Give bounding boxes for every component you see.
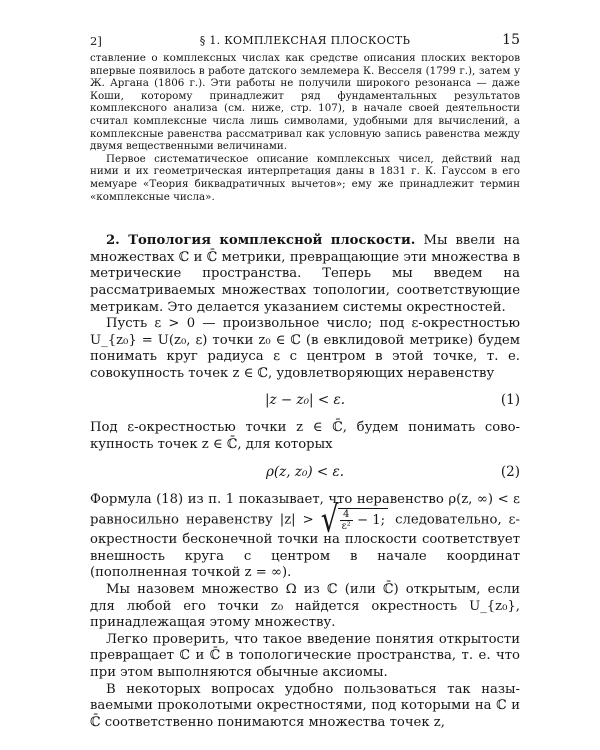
footnote-paragraph-1: ставление о комплексных числах как средстве описания плоских векторов впервые появилось в работе датского землемера К. Весселя (1799 г.), затем у Ж. Аргана (1806 г.). Эти работы не получили широкого резонанса — даже Коши, которому принадлежит ряд фундаментальных результатов комплексного анализа (см. ниже, стр. 107), в начале своей деятельности считал комплексные числа лишь символами, удобными для вычислений, а комплексные равенства рассматривал как условную запись равенства между двумя вещественными величинами. — [90, 52, 520, 153]
running-header — [90, 30, 520, 52]
section-heading: 2. Топология комплексной плоскости. — [106, 233, 416, 249]
footnote-paragraph-2: Первое систематическое описание комплексных чисел, действий над ними и их геометрическая интерпретация даны в 1831 г. К. Гауссом в его мемуаре «Теория биквадратичных вычетов»; ему же принадлежит термин «комплексные числа». — [90, 152, 520, 203]
sqrt-sign: √ — [320, 498, 339, 542]
formula-1 — [90, 388, 520, 414]
section-paragraph-7: В некоторых вопросах удобно пользоваться так называемыми проколотыми окрестностями, под которыми на ℂ и ℂ̄ соответственно понимаются множества точек z, — [90, 681, 520, 730]
section-paragraph-4-lead: Формула (18) из п. 1 показывает, что неравенство ρ(z, ∞) < ε равносильно неравенству |z| > — [90, 491, 520, 528]
header-section-number: 2] — [90, 34, 102, 48]
section-paragraph-5: Мы назовем множество Ω из ℂ (или ℂ̄) открытым, если для любой его точки z₀ найдется окрестность U_{z₀}, принадлежащая этому множеству. — [90, 582, 520, 631]
section-paragraph-2: Пусть ε > 0 — произвольное число; под ε-окрестностью U_{z₀} = U(z₀, ε) точки z₀ ∈ ℂ (в евклидовой метрике) будем понимать круг радиуса ε с центром в этой точке, т. е. совокупность точек z ∈ ℂ, удовлетворяющих неравенству — [90, 316, 520, 381]
sqrt-radicand — [338, 508, 388, 532]
section-body — [90, 233, 520, 731]
formula-1-number: (1) — [500, 392, 520, 409]
book-page — [90, 30, 520, 731]
section-paragraph-6: Легко проверить, что такое введение понятия открытости превращает ℂ и ℂ̄ в топологические пространства, т. е. что при этом выполняются обычные аксиомы. — [90, 631, 520, 680]
section-paragraph-4-rest: следовательно, ε-окрестности бесконечной точки на плоскости соответствует внешность круга с центром в начале координат (пополненная точкой z = ∞). — [90, 512, 520, 581]
formula-2 — [90, 460, 520, 486]
sqrt-tail: − 1; — [357, 513, 386, 529]
formula-2-expression: ρ(z, z₀) < ε. — [265, 463, 345, 480]
fraction-numerator: 4 — [340, 509, 353, 521]
formula-2-number: (2) — [500, 463, 520, 480]
fraction — [340, 509, 353, 532]
section-paragraph-1 — [90, 233, 520, 316]
formula-1-expression: |z − z₀| < ε. — [264, 392, 346, 409]
section-paragraph-1-text: Мы ввели на множествах ℂ и ℂ̄ метрики, превращающие эти множества в метрические пространства. Теперь мы введем на рассматриваемых множествах топологии, соответствующие метрикам. Это делается указанием системы окрестностей. — [90, 233, 520, 315]
fraction-denominator: ε² — [341, 521, 351, 533]
section-paragraph-3: Под ε-окрестностью точки z ∈ ℂ̄, будем понимать совокупность точек z ∈ ℂ̄, для которых — [90, 420, 520, 453]
header-chapter-title: § 1. КОМПЛЕКСНАЯ ПЛОСКОСТЬ — [199, 34, 411, 47]
section-paragraph-4 — [90, 492, 520, 582]
footnote-block — [90, 52, 520, 203]
page-number: 15 — [502, 32, 520, 48]
